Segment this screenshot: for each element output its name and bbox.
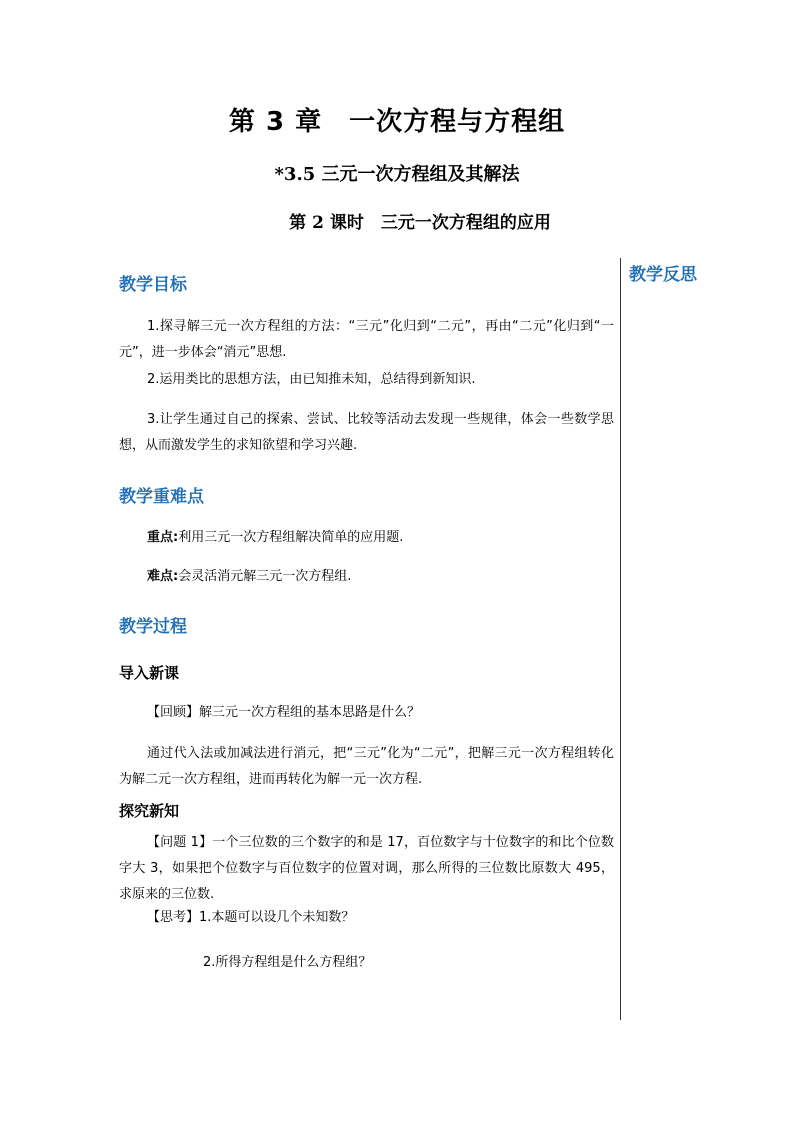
section-title: *3.5 三元一次方程组及其解法 — [274, 164, 520, 185]
difficulty-text: 会灵活消元解三元一次方程组. — [178, 569, 352, 584]
review-answer: 通过代入法或加减法进行消元，把“三元”化为“二元”，把解三元一次方程组转化为解二元一次方程组，进而再转化为解一元一次方程. — [119, 746, 614, 787]
process-heading: 教学过程 — [119, 617, 187, 637]
key-point-label: 重点: — [147, 530, 179, 545]
think-question-2: 2.所得方程组是什么方程组？ — [203, 955, 372, 970]
chapter-title: 第 3 章 一次方程与方程组 — [228, 107, 566, 137]
review-question: 【回顾】解三元一次方程组的基本思路是什么？ — [147, 705, 421, 720]
objective-item-1: 1.探寻解三元一次方程组的方法：“三元”化归到“二元”，再由“二元”化归到“一元”，进一步体会“消元”思想. — [119, 319, 614, 360]
lesson-title: 第 2 课时 三元一次方程组的应用 — [289, 213, 551, 233]
think-question-1: 【思考】1.本题可以设几个未知数？ — [147, 910, 355, 925]
objectives-heading: 教学目标 — [119, 275, 187, 295]
reflection-heading: 教学反思 — [629, 265, 697, 285]
objective-item-3: 3.让学生通过自己的探索、尝试、比较等活动去发现一些规律，体会一些数学思想，从而激发学生的求知欲望和学习兴趣. — [119, 412, 614, 453]
objective-item-2: 2.运用类比的思想方法，由已知推未知，总结得到新知识. — [147, 372, 476, 387]
problem-1: 【问题 1】一个三位数的三个数字的和是 17，百位数字与十位数字的和比个位数字大 3，如果把个位数字与百位数字的位置对调，那么所得的三位数比原数大 495，求原来的三位数. — [119, 835, 614, 902]
explore-heading: 探究新知 — [119, 802, 180, 820]
key-point — [119, 525, 614, 551]
difficulty-point — [119, 564, 614, 590]
column-divider — [620, 258, 621, 1020]
key-points-heading: 教学重难点 — [119, 487, 204, 507]
intro-heading: 导入新课 — [119, 664, 180, 682]
key-point-text: 利用三元一次方程组解决简单的应用题. — [178, 530, 404, 545]
difficulty-label: 难点: — [147, 569, 179, 584]
